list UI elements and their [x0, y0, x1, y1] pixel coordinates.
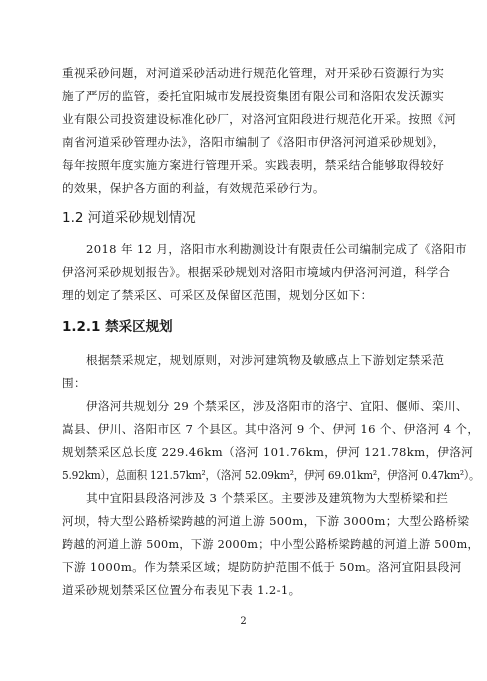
section-heading-1-2: 1.2 河道采砂规划情况 — [62, 210, 196, 226]
text-line: 伊洛河共规划分 29 个禁采区，涉及洛阳市的洛宁、宜阳、偃师、栾川、 — [86, 399, 468, 413]
text-line: 伊洛河采砂规划报告》。根据采砂规划对洛阳市境域内伊洛河河道，科学合 — [62, 265, 451, 279]
text-line: 南省河道采砂管理办法》，洛阳市编制了《洛阳市伊洛河河道采砂规划》， — [62, 135, 445, 149]
text-line: 每年按照年度实施方案进行管理开采。实践表明，禁采结合能够取得较好 — [62, 158, 445, 172]
text-line: 围： — [62, 376, 86, 390]
text-line: 2018 年 12 月，洛阳市水利勘测设计有限责任公司编制完成了《洛阳市 — [86, 242, 467, 256]
text-line: 嵩县、伊川、洛阳市区 7 个县区。其中洛河 9 个、伊河 16 个、伊洛河 4 个， — [62, 422, 480, 436]
text-line: 跨越的河道上游 500m，下游 2000m；中小型公路桥梁跨越的河道上游 500m， — [62, 537, 479, 551]
page-number: 2 — [240, 616, 247, 627]
text-line: 其中宜阳县段洛河涉及 3 个禁采区。主要涉及建筑物为大型桥梁和拦 — [86, 491, 449, 505]
text-line: 重视采砂问题，对河道采砂活动进行规范化管理，对开采砂石资源行为实 — [62, 66, 445, 80]
text-line: 业有限公司投资建设标准化砂厂，对洛河宜阳段进行规范化开采。按照《河 — [62, 112, 457, 126]
section-heading-1-2-1: 1.2.1 禁采区规划 — [62, 319, 173, 335]
text-line: 下游 1000m。作为禁采区域；堤防防护范围不低于 50m。洛河宜阳县段河 — [62, 560, 462, 574]
text-line: 5.92km），总面积 121.57km²，（洛河 52.09km²，伊河 69.01km²，伊洛河 0.47km²）。 — [62, 468, 480, 482]
text-line: 施了严厉的监管，委托宜阳城市发展投资集团有限公司和洛阳农发沃源实 — [62, 89, 445, 103]
text-line: 的效果，保护各方面的利益，有效规范采砂行为。 — [62, 181, 325, 195]
text-line: 根据禁采规定，规划原则，对涉河建筑物及敏感点上下游划定禁采范 — [86, 353, 445, 367]
text-line: 河坝，特大型公路桥梁跨越的河道上游 500m，下游 3000m；大型公路桥梁 — [62, 514, 470, 528]
text-line: 规划禁采区总长度 229.46km（洛河 101.76km，伊河 121.78km，伊洛河 — [62, 445, 474, 459]
text-line: 理的划定了禁采区、可采区及保留区范围，规划分区如下： — [62, 288, 373, 302]
text-line: 道采砂规划禁采区位置分布表见下表 1.2-1。 — [62, 583, 301, 597]
